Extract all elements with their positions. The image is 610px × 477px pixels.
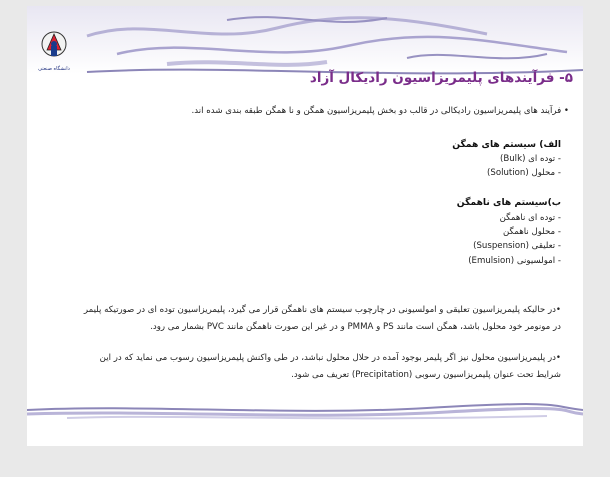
homogeneous-heading: الف) سیستم های همگن	[452, 139, 561, 150]
footer-decoration	[27, 402, 583, 424]
paragraph-2	[41, 350, 561, 384]
logo-caption: دانشگاه صنعتی	[38, 66, 70, 72]
heterogeneous-item: - تعلیقی (Suspension)	[473, 241, 561, 251]
homogeneous-item: - توده ای (Bulk)	[499, 154, 561, 164]
paragraph-1-line: در مونومر خود محلول باشد، همگن است مانند PS و PMMA و در غیر این صورت ناهمگن مانند PVC بشمار می رود.	[150, 322, 561, 332]
heterogeneous-item: - امولسیونی (Emulsion)	[468, 256, 561, 266]
paragraph-2-line: شرایط تحت عنوان پلیمریزاسیون رسوبی (Precipitation) تعریف می شود.	[291, 370, 561, 380]
heterogeneous-heading: ب)سیستم های ناهمگن	[456, 197, 561, 208]
university-logo	[37, 28, 71, 68]
header-banner	[27, 6, 583, 78]
homogeneous-item: - محلول (Solution)	[487, 168, 561, 178]
paragraph-1-line: •در حالیکه پلیمریزاسیون تعلیقی و امولسیونی در چارچوب سیستم های ناهمگن قرار می گیرد، پلیمریزاسیون توده ای در صورتیکه پلیمر	[83, 305, 561, 315]
paragraph-1	[41, 302, 561, 336]
slide-title: ۵- فرآیندهای پلیمریزاسیون رادیکال آزاد	[309, 70, 573, 86]
intro-bullet: • فرآیند های پلیمریزاسیون رادیکالی در قالب دو بخش پلیمریزاسیون همگن و نا همگن طبقه بندی شده اند.	[191, 106, 569, 116]
heterogeneous-item: - توده ای ناهمگن	[499, 213, 561, 223]
paragraph-2-line: •در پلیمریزاسیون محلول نیز اگر پلیمر بوجود آمده در حلال محلول نباشد، در طی واکنش پلیمریزاسیون رسوب می نماید که در این	[99, 353, 561, 363]
heterogeneous-item: - محلول ناهمگن	[502, 227, 561, 237]
slide	[27, 6, 583, 446]
